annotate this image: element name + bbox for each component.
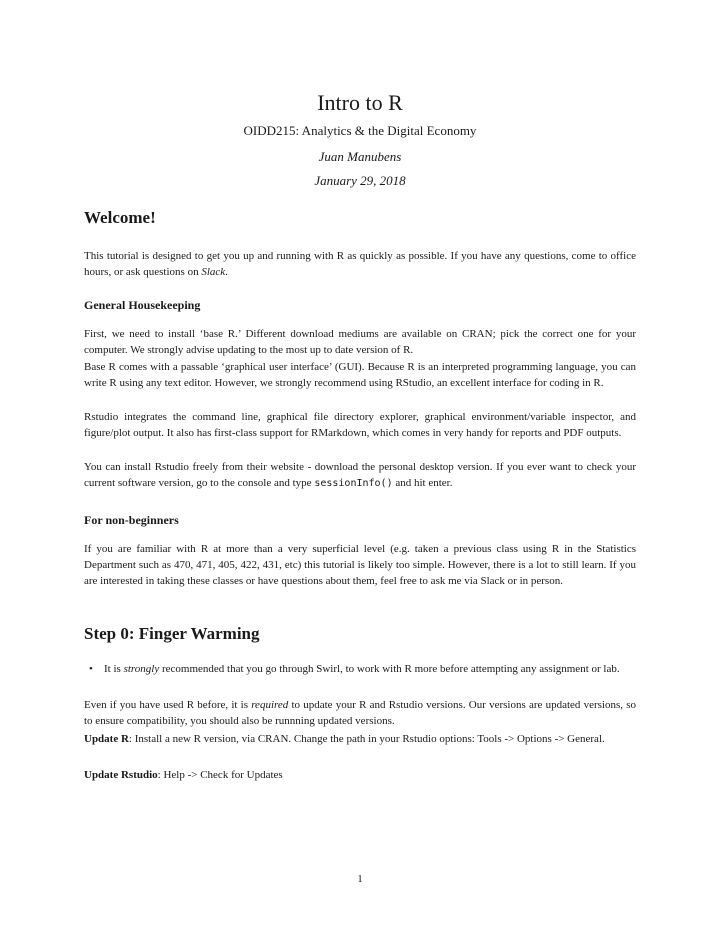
section-heading-step0: Step 0: Finger Warming: [84, 624, 260, 643]
bullet-icon: •: [89, 663, 93, 675]
step0-paragraph: [84, 697, 636, 729]
welcome-text: This tutorial is designed to get you up and running with R as quickly as possible. If you have any questions, come to office hours, or ask questions on: [84, 250, 636, 278]
update-r-text: : Install a new R version, via CRAN. Change the path in your Rstudio options: Tools -> Options -> General.: [128, 733, 605, 745]
subsection-heading-housekeeping: General Housekeeping: [84, 298, 201, 312]
step0-text-b: to update your R and Rstudio versions. Our versions are updated versions, so to ensure compatibility, you should also be runnning updated versions.: [84, 699, 636, 727]
update-rstudio-label: Update Rstudio: [84, 769, 158, 781]
step0-bullet-list: [84, 661, 636, 677]
document-author: Juan Manubens: [318, 149, 402, 164]
update-r-paragraph: [84, 731, 636, 747]
welcome-end: .: [225, 266, 228, 278]
required-emphasis: required: [251, 699, 289, 711]
page-number: 1: [357, 873, 363, 885]
housekeeping-p4-end: and hit enter.: [392, 477, 453, 489]
list-item: [84, 661, 636, 677]
document-title: Intro to R: [317, 90, 403, 115]
housekeeping-paragraph-4: [84, 459, 636, 492]
nonbeginners-paragraph: If you are familiar with R at more than a very superficial level (e.g. taken a previous class using R in the Statistics Department such as 470, 471, 405, 422, 431, etc) this tutorial is likely too simple. However, there is a lot to still learn. If you are interested in taking these classes or have questions about them, feel free to ask me via Slack or in person.: [84, 543, 636, 587]
section-heading-welcome: Welcome!: [84, 208, 156, 227]
housekeeping-p4-text: You can install Rstudio freely from their website - download the personal desktop version. If you ever want to check your current software version, go to the console and type: [84, 461, 636, 489]
welcome-paragraph: [84, 248, 636, 280]
housekeeping-paragraph-1: First, we need to install ‘base R.’ Different download mediums are available on CRAN; pick the correct one for your computer. We strongly advise updating to the most up to date version of R.: [84, 328, 636, 356]
session-info-code: sessionInfo(): [314, 478, 393, 489]
housekeeping-paragraph-3: Rstudio integrates the command line, graphical file directory explorer, graphical environment/variable inspector, and figure/plot output. It also has first-class support for RMarkdown, which comes in very handy for reports and PDF outputs.: [84, 411, 636, 439]
strongly-emphasis: strongly: [123, 663, 160, 675]
slack-emphasis: Slack: [201, 266, 226, 278]
update-rstudio-text: : Help -> Check for Updates: [157, 769, 283, 781]
bullet-text-b: recommended that you go through Swirl, to work with R more before attempting any assignment or lab.: [159, 663, 620, 675]
update-rstudio-paragraph: [84, 767, 636, 783]
housekeeping-paragraph-2: Base R comes with a passable ‘graphical user interface’ (GUI). Because R is an interpreted programming language, you can write R using any text editor. However, we strongly recommend using RStudio, an excellent interface for coding in R.: [84, 361, 636, 389]
subsection-heading-nonbeginners: For non-beginners: [84, 513, 179, 527]
update-r-label: Update R: [84, 733, 129, 745]
document-subtitle: OIDD215: Analytics & the Digital Economy: [243, 123, 477, 138]
bullet-text-a: It is: [104, 663, 124, 675]
step0-text-a: Even if you have used R before, it is: [84, 699, 252, 711]
document-date: January 29, 2018: [314, 173, 406, 188]
